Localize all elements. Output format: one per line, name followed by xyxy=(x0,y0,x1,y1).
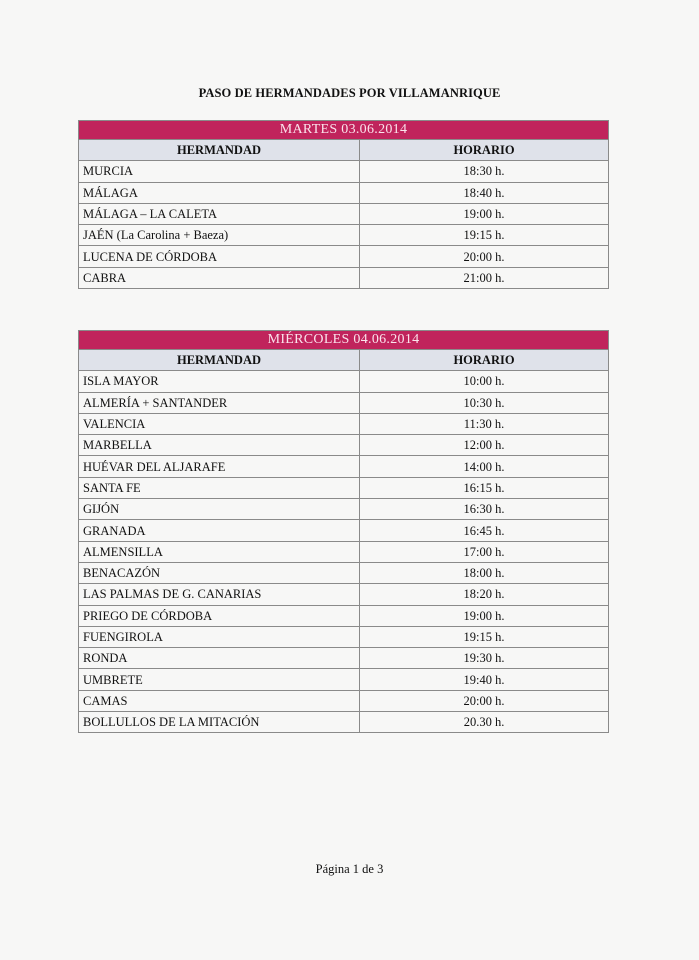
table-row xyxy=(79,584,609,605)
hermandad-name: GRANADA xyxy=(79,520,360,541)
table-row xyxy=(79,477,609,498)
hermandad-name: GIJÓN xyxy=(79,499,360,520)
hermandad-name: SANTA FE xyxy=(79,477,360,498)
table-row xyxy=(79,520,609,541)
table-row xyxy=(79,499,609,520)
hermandad-name: JAÉN (La Carolina + Baeza) xyxy=(79,225,360,246)
table-row xyxy=(79,541,609,562)
horario-time: 16:15 h. xyxy=(360,477,609,498)
hermandad-name: UMBRETE xyxy=(79,669,360,690)
horario-time: 17:00 h. xyxy=(360,541,609,562)
hermandad-name: MARBELLA xyxy=(79,435,360,456)
header-row xyxy=(79,350,609,371)
horario-time: 19:00 h. xyxy=(360,605,609,626)
horario-time: 19:30 h. xyxy=(360,648,609,669)
hermandad-name: FUENGIROLA xyxy=(79,626,360,647)
hermandad-name: RONDA xyxy=(79,648,360,669)
table-row xyxy=(79,435,609,456)
table-row xyxy=(79,413,609,434)
hermandad-name: LAS PALMAS DE G. CANARIAS xyxy=(79,584,360,605)
hermandad-name: MURCIA xyxy=(79,161,360,182)
table-row xyxy=(79,182,609,203)
table-row xyxy=(79,392,609,413)
table-row xyxy=(79,669,609,690)
horario-time: 19:40 h. xyxy=(360,669,609,690)
horario-time: 14:00 h. xyxy=(360,456,609,477)
hermandad-name: ALMENSILLA xyxy=(79,541,360,562)
hermandad-name: ALMERÍA + SANTANDER xyxy=(79,392,360,413)
hermandad-name: CAMAS xyxy=(79,690,360,711)
table-row xyxy=(79,456,609,477)
schedule-table-miercoles xyxy=(78,330,609,733)
horario-time: 20:00 h. xyxy=(360,246,609,267)
day-band-row xyxy=(79,331,609,350)
table-row xyxy=(79,648,609,669)
table-row xyxy=(79,161,609,182)
table-row xyxy=(79,246,609,267)
horario-time: 10:00 h. xyxy=(360,371,609,392)
hermandad-name: ISLA MAYOR xyxy=(79,371,360,392)
table-row xyxy=(79,225,609,246)
horario-time: 18:20 h. xyxy=(360,584,609,605)
table-row xyxy=(79,690,609,711)
horario-time: 10:30 h. xyxy=(360,392,609,413)
table-row xyxy=(79,267,609,288)
horario-time: 19:15 h. xyxy=(360,225,609,246)
column-header-hermandad: HERMANDAD xyxy=(79,350,360,371)
hermandad-name: VALENCIA xyxy=(79,413,360,434)
table-row xyxy=(79,203,609,224)
horario-time: 18:30 h. xyxy=(360,161,609,182)
table-row xyxy=(79,712,609,733)
horario-time: 12:00 h. xyxy=(360,435,609,456)
table-row xyxy=(79,626,609,647)
table-row xyxy=(79,562,609,583)
schedule-table-martes xyxy=(78,120,609,289)
horario-time: 11:30 h. xyxy=(360,413,609,434)
hermandad-name: BENACAZÓN xyxy=(79,562,360,583)
hermandad-name: MÁLAGA xyxy=(79,182,360,203)
horario-time: 21:00 h. xyxy=(360,267,609,288)
hermandad-name: LUCENA DE CÓRDOBA xyxy=(79,246,360,267)
table-row xyxy=(79,605,609,626)
horario-time: 18:00 h. xyxy=(360,562,609,583)
hermandad-name: CABRA xyxy=(79,267,360,288)
horario-time: 19:00 h. xyxy=(360,203,609,224)
horario-time: 20.30 h. xyxy=(360,712,609,733)
column-header-hermandad: HERMANDAD xyxy=(79,140,360,161)
header-row xyxy=(79,140,609,161)
column-header-horario: HORARIO xyxy=(360,140,609,161)
horario-time: 16:45 h. xyxy=(360,520,609,541)
table-row xyxy=(79,371,609,392)
day-band: MARTES 03.06.2014 xyxy=(79,121,609,140)
hermandad-name: MÁLAGA – LA CALETA xyxy=(79,203,360,224)
hermandad-name: HUÉVAR DEL ALJARAFE xyxy=(79,456,360,477)
day-band: MIÉRCOLES 04.06.2014 xyxy=(79,331,609,350)
column-header-horario: HORARIO xyxy=(360,350,609,371)
horario-time: 16:30 h. xyxy=(360,499,609,520)
hermandad-name: PRIEGO DE CÓRDOBA xyxy=(79,605,360,626)
page-title: PASO DE HERMANDADES POR VILLAMANRIQUE xyxy=(198,86,501,100)
hermandad-name: BOLLULLOS DE LA MITACIÓN xyxy=(79,712,360,733)
day-band-row xyxy=(79,121,609,140)
horario-time: 20:00 h. xyxy=(360,690,609,711)
page-number: Página 1 de 3 xyxy=(315,862,384,876)
horario-time: 18:40 h. xyxy=(360,182,609,203)
horario-time: 19:15 h. xyxy=(360,626,609,647)
